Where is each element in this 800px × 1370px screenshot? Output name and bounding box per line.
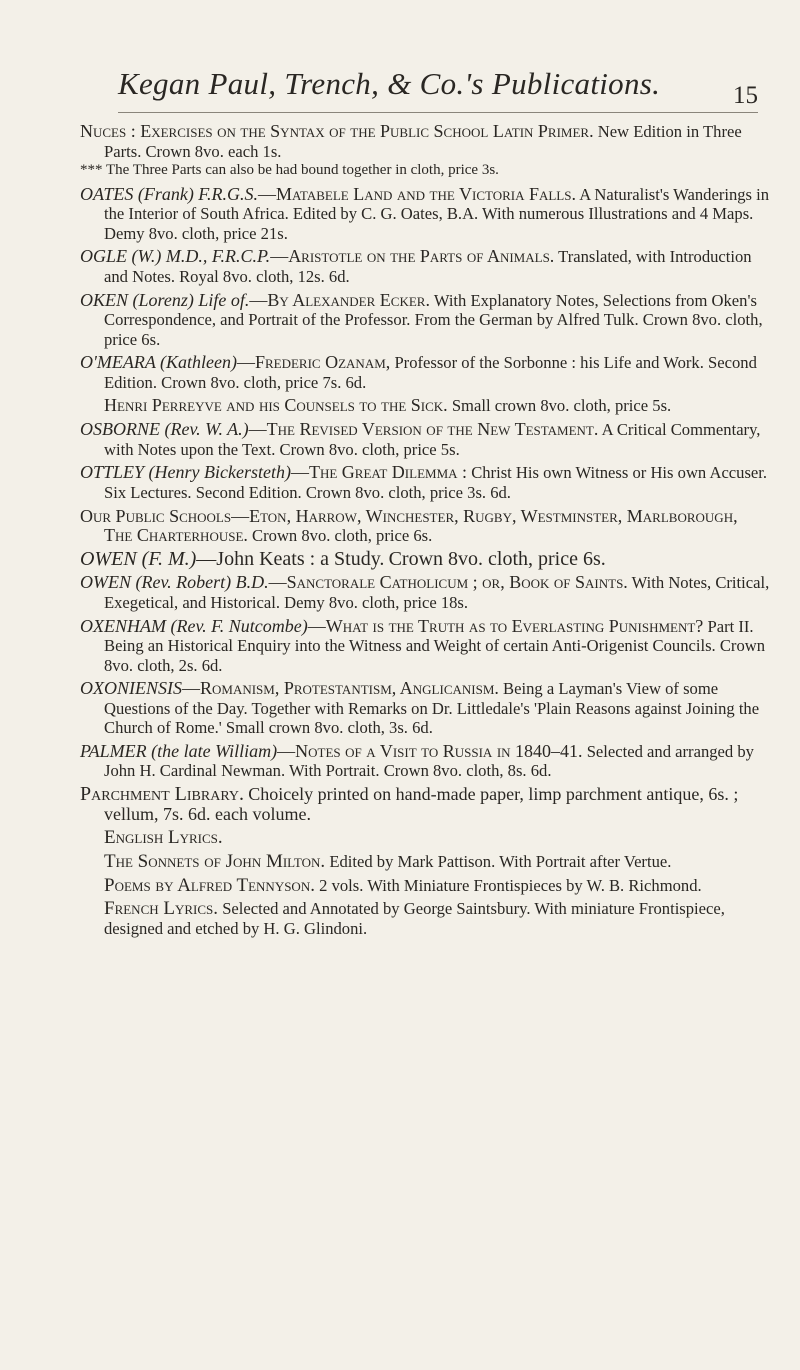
entry-title: —The Great Dilemma : — [290, 462, 468, 483]
entry-title: —Romanism, Protestantism, Anglicanism. — [182, 678, 499, 699]
entry-description: Choicely printed on hand-made paper, limp parchment antique, 6s. ; vellum, 7s. 6d. each volume. — [104, 784, 739, 824]
entry-title: —What is the Truth as to Everlasting Punishment? — [307, 615, 704, 636]
entry-title: Our Public Schools—Eton, Harrow, Winchester, Rugby, Westminster, Marlborough, The Charterhouse. — [80, 505, 738, 545]
entry-description: Christ His own Witness or His own Accuser. Six Lectures. Second Edition. Crown 8vo. cloth, price 3s. 6d. — [104, 463, 768, 502]
catalogue-entry-palmer — [80, 742, 770, 781]
catalogue-entry-oates — [80, 185, 770, 244]
entry-title: —Aristotle on the Parts of Animals. — [270, 246, 555, 267]
entry-author: OATES (Frank) F.R.G.S. — [80, 183, 258, 204]
catalogue-entry-public-schools — [80, 507, 770, 546]
entry-description: 2 vols. With Miniature Frontispieces by W. B. Richmond. — [319, 875, 702, 895]
entry-title: Parchment Library. — [80, 783, 245, 806]
entry-title: French Lyrics. — [104, 898, 219, 920]
entry-title: —John Keats : a Study. — [196, 547, 385, 570]
entry-author: PALMER (the late William) — [80, 740, 278, 761]
entry-title: —Matabele Land and the Victoria Falls. — [257, 183, 576, 204]
entry-description: New Edition in Three Parts. Crown 8vo. each 1s. — [104, 122, 742, 161]
running-head: Kegan Paul, Trench, & Co.'s Publications. — [118, 66, 661, 101]
entry-description: Selected and arranged by John H. Cardinal Newman. With Portrait. Crown 8vo. cloth, 8s. 6d. — [104, 741, 754, 781]
catalogue-entries — [80, 122, 770, 943]
entry-description: Small crown 8vo. cloth, price 5s. — [451, 396, 672, 416]
entry-title: Poems by Alfred Tennyson. — [104, 874, 315, 896]
catalogue-entry-oxoniensis — [80, 679, 770, 738]
catalogue-entry-parchment-library — [80, 785, 770, 824]
header-rule — [118, 112, 758, 113]
entry-title: —The Revised Version of the New Testament. — [248, 419, 599, 440]
entry-title: English Lyrics. — [104, 827, 223, 849]
entry-note: *** The Three Parts can also be had bound together in cloth, price 3s. — [80, 162, 499, 178]
catalogue-entry-ottley — [80, 463, 770, 502]
entry-author: OSBORNE (Rev. W. A.) — [80, 419, 249, 440]
entry-title: —Notes of a Visit to Russia in 1840–41. — [277, 740, 583, 761]
catalogue-entry-owen-sanctorale — [80, 573, 770, 612]
entry-description: Edited by Mark Pattison. With Portrait after Vertue. — [329, 852, 672, 871]
entry-title: —Frederic Ozanam, — [236, 352, 391, 373]
library-item-french-lyrics — [80, 899, 770, 938]
entry-description: Being a Layman's View of some Questions of the Day. Together with Remarks on Dr. Littledale's 'Plain Reasons against Joining the Church of Rome.' Small crown 8vo. cloth, 3s. 6d. — [104, 679, 760, 738]
entry-title: —Sanctorale Catholicum ; or, Book of Saints. — [268, 572, 628, 593]
entry-description: A Critical Commentary, with Notes upon the Text. Crown 8vo. cloth, price 5s. — [104, 420, 761, 459]
library-item-milton-sonnets — [80, 852, 770, 872]
entry-description: With Explanatory Notes, Selections from Oken's Correspondence, and Portrait of the Professor. From the German by Alfred Tulk. Crown 8vo. cloth, price 6s. — [104, 290, 763, 349]
catalogue-entry-owen-keats — [80, 547, 770, 570]
entry-title: —By Alexander Ecker. — [249, 289, 430, 310]
library-item-tennyson-poems — [80, 876, 770, 896]
page-number: 15 — [733, 82, 758, 109]
library-item-english-lyrics — [80, 828, 770, 848]
catalogue-entry-nuces — [80, 122, 770, 181]
page-header — [0, 0, 800, 110]
entry-description: Crown 8vo. cloth, price 6s. — [388, 547, 606, 570]
entry-author: OGLE (W.) M.D., F.R.C.P. — [80, 246, 271, 267]
entry-description: Selected and Annotated by George Saintsbury. With miniature Frontispiece, designed and etched by H. G. Glindoni. — [104, 899, 725, 938]
entry-author: OXONIENSIS — [80, 678, 182, 699]
entry-description: A Naturalist's Wanderings in the Interior of South Africa. Edited by C. G. Oates, B.A. With numerous Illustrations and 4 Maps. Demy 8vo. cloth, price 21s. — [104, 184, 770, 243]
entry-description: Translated, with Introduction and Notes. Royal 8vo. cloth, 12s. 6d. — [104, 247, 752, 286]
entry-title: Henri Perreyve and his Counsels to the Sick. — [104, 395, 448, 416]
entry-author: OWEN (Rev. Robert) B.D. — [80, 572, 269, 593]
entry-description: With Notes, Critical, Exegetical, and Historical. Demy 8vo. cloth, price 18s. — [104, 573, 770, 612]
entry-author: OKEN (Lorenz) Life of. — [80, 289, 250, 310]
catalogue-entry-ogle — [80, 247, 770, 286]
entry-title: The Sonnets of John Milton. — [104, 851, 326, 872]
entry-author: OWEN (F. M.) — [80, 547, 197, 570]
entry-description: Professor of the Sorbonne : his Life and Work. Second Edition. Crown 8vo. cloth, price 7s. 6d. — [104, 353, 757, 392]
catalogue-entry-oxenham — [80, 617, 770, 676]
entry-description: Crown 8vo. cloth, price 6s. — [252, 526, 433, 545]
entry-author: OTTLEY (Henry Bickersteth) — [80, 462, 291, 483]
catalogue-entry-perreyve — [80, 396, 770, 416]
entry-title: Nuces : Exercises on the Syntax of the Public School Latin Primer. — [80, 121, 594, 141]
catalogue-entry-osborne — [80, 420, 770, 459]
entry-author: O'MEARA (Kathleen) — [80, 352, 237, 373]
entry-description: Part II. Being an Historical Enquiry into the Witness and Weight of certain Anti-Origenist Councils. Crown 8vo. cloth, 2s. 6d. — [104, 616, 766, 675]
catalogue-entry-omeara — [80, 353, 770, 392]
entry-author: OXENHAM (Rev. F. Nutcombe) — [80, 615, 308, 636]
catalogue-entry-oken — [80, 291, 770, 350]
